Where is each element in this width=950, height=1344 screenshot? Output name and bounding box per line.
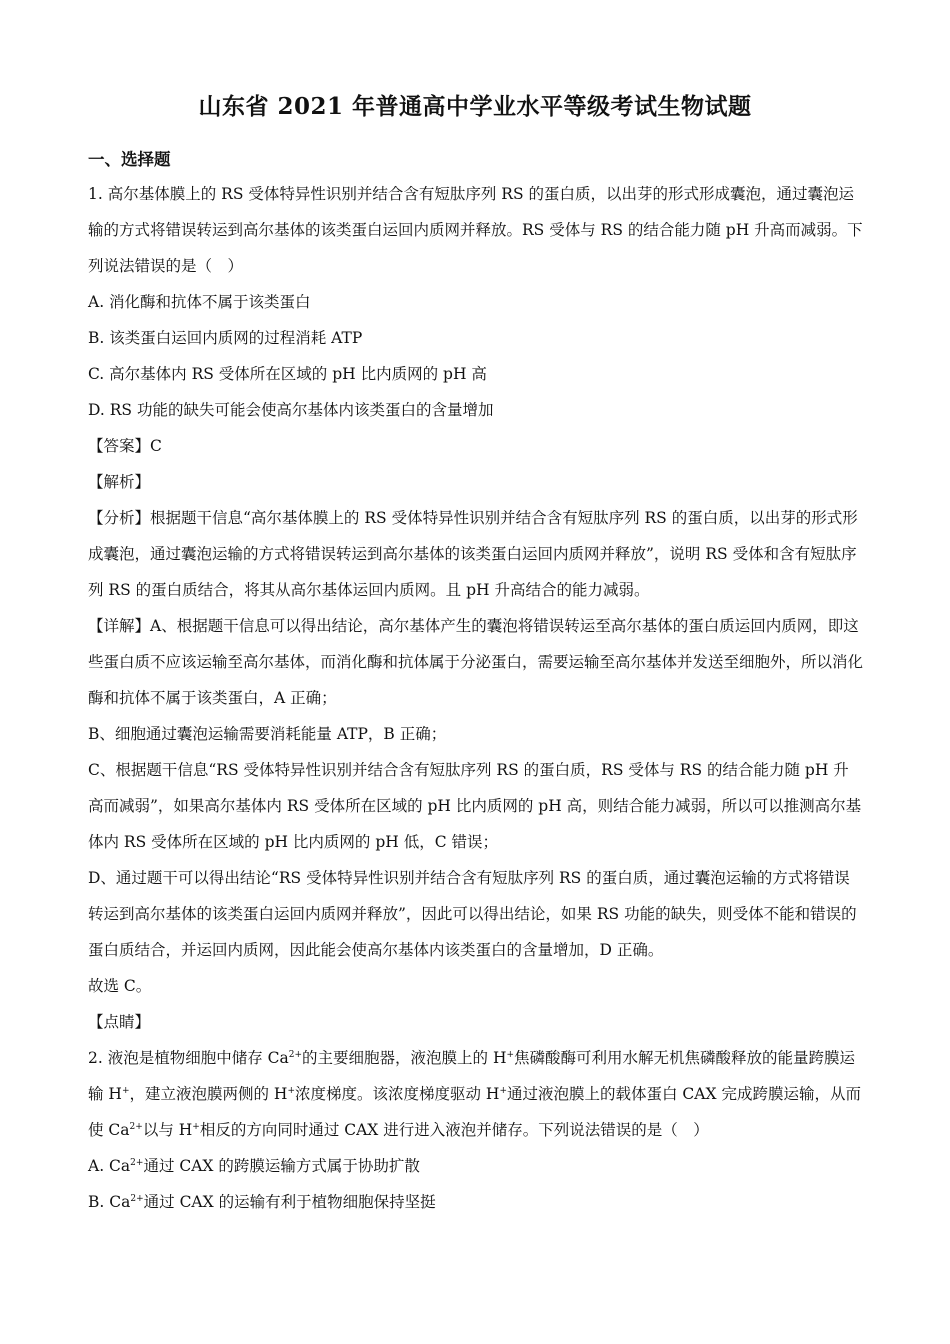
page-title: 山东省 2021 年普通高中学业水平等级考试生物试题 — [198, 93, 752, 120]
question-2-stem: 2. 液泡是植物细胞中储存 $Ca^{2+}$的主要细胞器，液泡膜上的 H+焦磷酸酶可利用水解无机焦磷酸释放的能量跨膜运输 H+，建立液泡膜两侧的 H+浓度梯度。该浓度梯度驱动 H+通过液泡膜上的载体蛋白 CAX 完成跨膜运输，从而使 $Ca^{2+}$以与 H+相反的方向同时通过 CAX 进行进入液泡并储存。下列说法错误的是（ ） — [88, 1049, 861, 1139]
question-2-option-b: B. $Ca^{2+}$通过 CAX 的运输有利于植物细胞保持坚挺 — [88, 1193, 436, 1211]
dianjing-label: 【点睛】 — [88, 1013, 151, 1031]
question-1-option-a: A. 消化酶和抗体不属于该类蛋白 — [88, 293, 311, 311]
question-content — [88, 176, 864, 1220]
analysis-fenxi: 【分析】根据题干信息“高尔基体膜上的 RS 受体特异性识别并结合含有短肽序列 RS 的蛋白质，以出芽的形式形成囊泡，通过囊泡运输的方式将错误转运到高尔基体的该类蛋白运回内质网并释放”，说明 RS 受体和含有短肽序列 RS 的蛋白质结合，将其从高尔基体运回内质网。且 pH 升高结合的能力减弱。 — [88, 509, 858, 599]
analysis-detail-d: D、通过题干可以得出结论“RS 受体特异性识别并结合含有短肽序列 RS 的蛋白质，通过囊泡运输的方式将错误转运到高尔基体的该类蛋白运回内质网并释放”，因此可以得出结论，如果 RS 功能的缺失，则受体不能和错误的蛋白质结合，并运回内质网，因此能会使高尔基体内该类蛋白的含量增加，D 正确。 — [88, 869, 857, 959]
conclusion-line: 故选 C。 — [88, 977, 152, 995]
question-1-option-c: C. 高尔基体内 RS 受体所在区域的 pH 比内质网的 pH 高 — [88, 365, 487, 383]
question-1-option-b: B. 该类蛋白运回内质网的过程消耗 ATP — [88, 329, 363, 347]
analysis-label: 【解析】 — [88, 473, 151, 491]
question-2-option-a: A. $Ca^{2+}$通过 CAX 的跨膜运输方式属于协助扩散 — [88, 1157, 420, 1175]
analysis-detail-b: B、细胞通过囊泡运输需要消耗能量 ATP，B 正确； — [88, 725, 447, 743]
analysis-detail-c: C、根据题干信息“RS 受体特异性识别并结合含有短肽序列 RS 的蛋白质，RS 受体与 RS 的结合能力随 pH 升高而减弱”，如果高尔基体内 RS 受体所在区域的 pH 比内质网的 pH 高，则结合能力减弱，所以可以推测高尔基体内 RS 受体所在区域的 pH 比内质网的 pH 低，C 错误； — [88, 761, 862, 851]
analysis-detail-a: 【详解】A、根据题干信息可以得出结论，高尔基体产生的囊泡将错误转运至高尔基体的蛋白质运回内质网，即这些蛋白质不应该运输至高尔基体，而消化酶和抗体属于分泌蛋白，需要运输至高尔基体并发送至细胞外，所以消化酶和抗体不属于该类蛋白，A 正确； — [88, 617, 864, 707]
section-heading: 一、选择题 — [88, 150, 171, 169]
answer-line: 【答案】C — [88, 437, 162, 455]
question-1-stem: 1. 高尔基体膜上的 RS 受体特异性识别并结合含有短肽序列 RS 的蛋白质，以出芽的形式形成囊泡，通过囊泡运输的方式将错误转运到高尔基体的该类蛋白运回内质网并释放。RS 受体与 RS 的结合能力随 pH 升高而减弱。下列说法错误的是（ ） — [88, 185, 863, 275]
question-1-option-d: D. RS 功能的缺失可能会使高尔基体内该类蛋白的含量增加 — [88, 401, 494, 419]
